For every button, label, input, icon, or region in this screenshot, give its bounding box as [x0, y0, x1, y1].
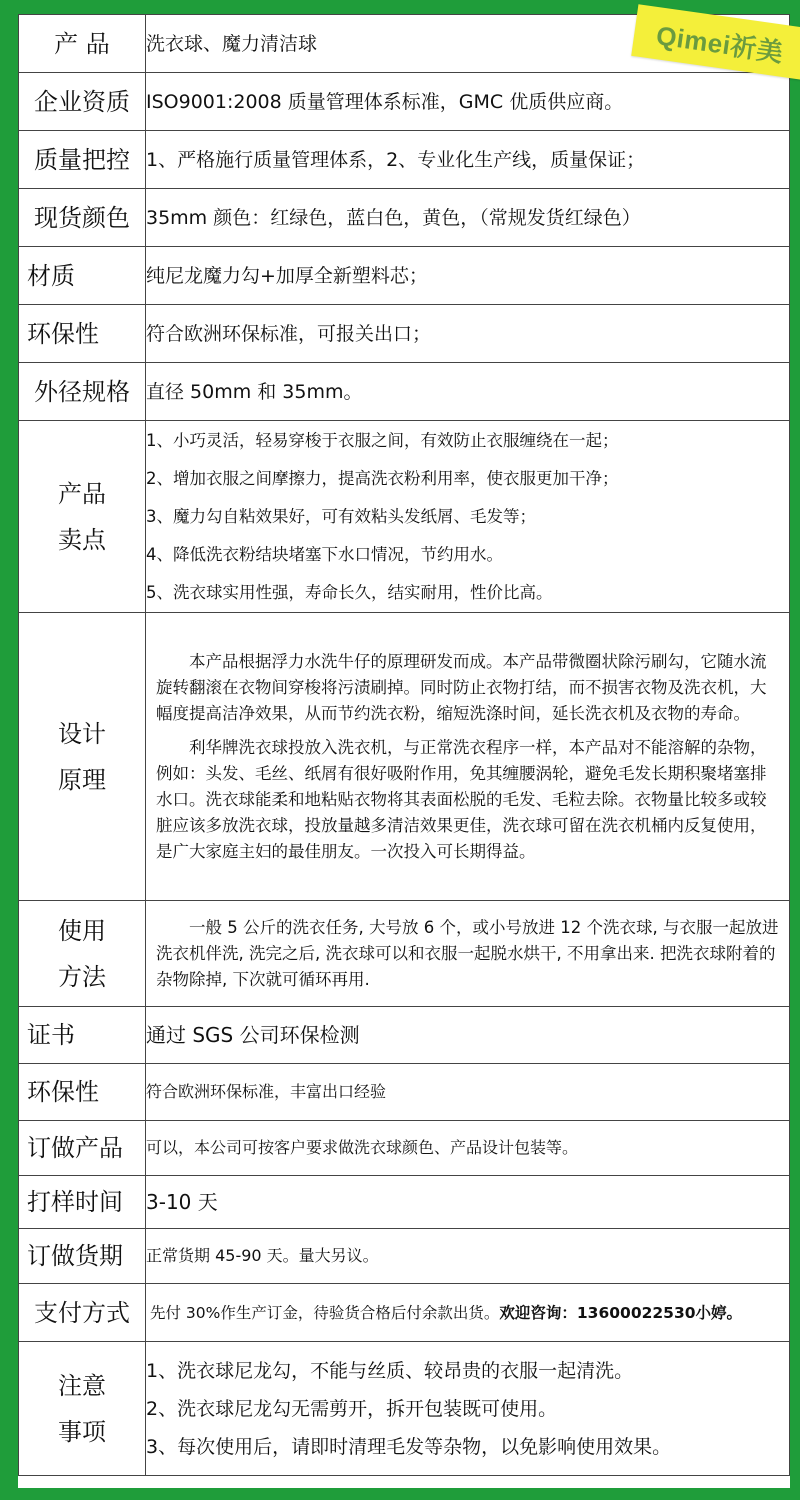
row-label-qualification: 企业资质	[19, 73, 146, 131]
spec-table	[18, 14, 790, 1476]
list-item: 2、洗衣球尼龙勾无需剪开，拆开包装既可使用。	[146, 1397, 558, 1420]
row-label-product: 产 品	[19, 15, 146, 73]
table-row	[19, 1284, 790, 1342]
table-row	[19, 1229, 790, 1284]
row-label-design	[19, 613, 146, 901]
row-label-payment: 支付方式	[19, 1284, 146, 1342]
list-item: 3、魔力勾自粘效果好，可有效粘头发纸屑、毛发等；	[146, 506, 536, 526]
table-row	[19, 189, 790, 247]
row-value-colors: 35mm 颜色：红绿色，蓝白色，黄色，（常规发货红绿色）	[146, 189, 790, 247]
label-line: 注意	[58, 1371, 106, 1400]
list-item: 1、小巧灵活，轻易穿梭于衣服之间，有效防止衣服缠绕在一起；	[146, 430, 619, 450]
table-row	[19, 247, 790, 305]
row-label-quality: 质量把控	[19, 131, 146, 189]
table-row	[19, 131, 790, 189]
row-label-usage	[19, 901, 146, 1007]
label-line: 原理	[58, 765, 106, 794]
table-row	[19, 363, 790, 421]
table-row	[19, 1064, 790, 1121]
row-label-custom: 订做产品	[19, 1121, 146, 1176]
row-value-design	[146, 613, 790, 901]
table-row	[19, 1342, 790, 1476]
table-row	[19, 1121, 790, 1176]
row-value-usage	[146, 901, 790, 1007]
row-value-sample-time: 3-10 天	[146, 1176, 790, 1229]
label-line: 使用	[58, 916, 106, 945]
label-line: 卖点	[58, 525, 106, 554]
paragraph: 本产品根据浮力水洗牛仔的原理研发而成。本产品带微圈状除污刷勾，它随水流旋转翻滚在衣物间穿梭将污渍刷掉。同时防止衣物打结，而不损害衣物及洗衣机，大幅度提高洁净效果，从而节约洗衣粉，缩短洗涤时间，延长洗衣机及衣物的寿命。	[156, 651, 767, 723]
table-row	[19, 305, 790, 363]
table-row	[19, 1176, 790, 1229]
row-label-lead-time: 订做货期	[19, 1229, 146, 1284]
row-label-certificate: 证书	[19, 1007, 146, 1064]
row-value-quality: 1、严格施行质量管理体系，2、专业化生产线，质量保证；	[146, 131, 790, 189]
row-value-notes	[146, 1342, 790, 1476]
brand-logo-text: Qimei祈美	[654, 19, 786, 68]
label-line: 产品	[58, 479, 106, 508]
row-value-lead-time: 正常货期 45-90 天。量大另议。	[146, 1229, 790, 1284]
row-value-selling-points	[146, 421, 790, 613]
table-row	[19, 421, 790, 613]
row-label-sample-time: 打样时间	[19, 1176, 146, 1229]
row-label-eco: 环保性	[19, 305, 146, 363]
row-label-material: 材质	[19, 247, 146, 305]
row-value-qualification: ISO9001:2008 质量管理体系标准，GMC 优质供应商。	[146, 73, 790, 131]
table-row	[19, 1007, 790, 1064]
row-value-eco: 符合欧洲环保标准，可报关出口；	[146, 305, 790, 363]
paragraph: 一般 5 公斤的洗衣任务, 大号放 6 个，或小号放进 12 个洗衣球, 与衣服一起放进洗衣机伴洗, 洗完之后, 洗衣球可以和衣服一起脱水烘干, 不用拿出来. 把洗衣球附着的杂物除掉, 下次就可循环再用.	[156, 917, 779, 989]
list-item: 5、洗衣球实用性强，寿命长久，结实耐用，性价比高。	[146, 582, 553, 602]
row-value-material: 纯尼龙魔力勾+加厚全新塑料芯；	[146, 247, 790, 305]
contact-info: 欢迎咨询：13600022530小婷。	[499, 1303, 743, 1322]
row-value-eco-2: 符合欧洲环保标准，丰富出口经验	[146, 1064, 790, 1121]
row-label-eco-2: 环保性	[19, 1064, 146, 1121]
label-line: 方法	[58, 962, 106, 991]
row-label-colors: 现货颜色	[19, 189, 146, 247]
list-item: 3、每次使用后，请即时清理毛发等杂物，以免影响使用效果。	[146, 1435, 672, 1458]
label-line: 设计	[58, 719, 106, 748]
table-row	[19, 613, 790, 901]
row-label-diameter: 外径规格	[19, 363, 146, 421]
payment-terms: 先付 30%作生产订金，待验货合格后付余款出货。	[150, 1303, 500, 1322]
list-item: 2、增加衣服之间摩擦力，提高洗衣粉利用率，使衣服更加干净；	[146, 468, 619, 488]
row-value-product: 洗衣球、魔力清洁球	[146, 15, 790, 73]
spec-sheet	[18, 14, 790, 1488]
paragraph: 利华牌洗衣球投放入洗衣机，与正常洗衣程序一样，本产品对不能溶解的杂物，例如：头发、毛丝、纸屑有很好吸附作用，免其缠腰涡轮，避免毛发长期积聚堵塞排水口。洗衣球能柔和地粘贴衣物将其表面松脱的毛发、毛粒去除。衣物量比较多或较脏应该多放洗衣球，投放量越多清洁效果更佳，洗衣球可留在洗衣机桶内反复使用，是广大家庭主妇的最佳朋友。一次投入可长期得益。	[156, 737, 767, 861]
row-value-diameter: 直径 50mm 和 35mm。	[146, 363, 790, 421]
table-row	[19, 73, 790, 131]
label-line: 事项	[58, 1417, 106, 1446]
row-value-payment	[146, 1284, 790, 1342]
row-value-certificate: 通过 SGS 公司环保检测	[146, 1007, 790, 1064]
row-label-notes	[19, 1342, 146, 1476]
list-item: 4、降低洗衣粉结块堵塞下水口情况，节约用水。	[146, 544, 503, 564]
list-item: 1、洗衣球尼龙勾，不能与丝质、较昂贵的衣服一起清洗。	[146, 1359, 634, 1382]
row-value-custom: 可以，本公司可按客户要求做洗衣球颜色、产品设计包装等。	[146, 1121, 790, 1176]
row-label-selling-points	[19, 421, 146, 613]
table-row	[19, 901, 790, 1007]
